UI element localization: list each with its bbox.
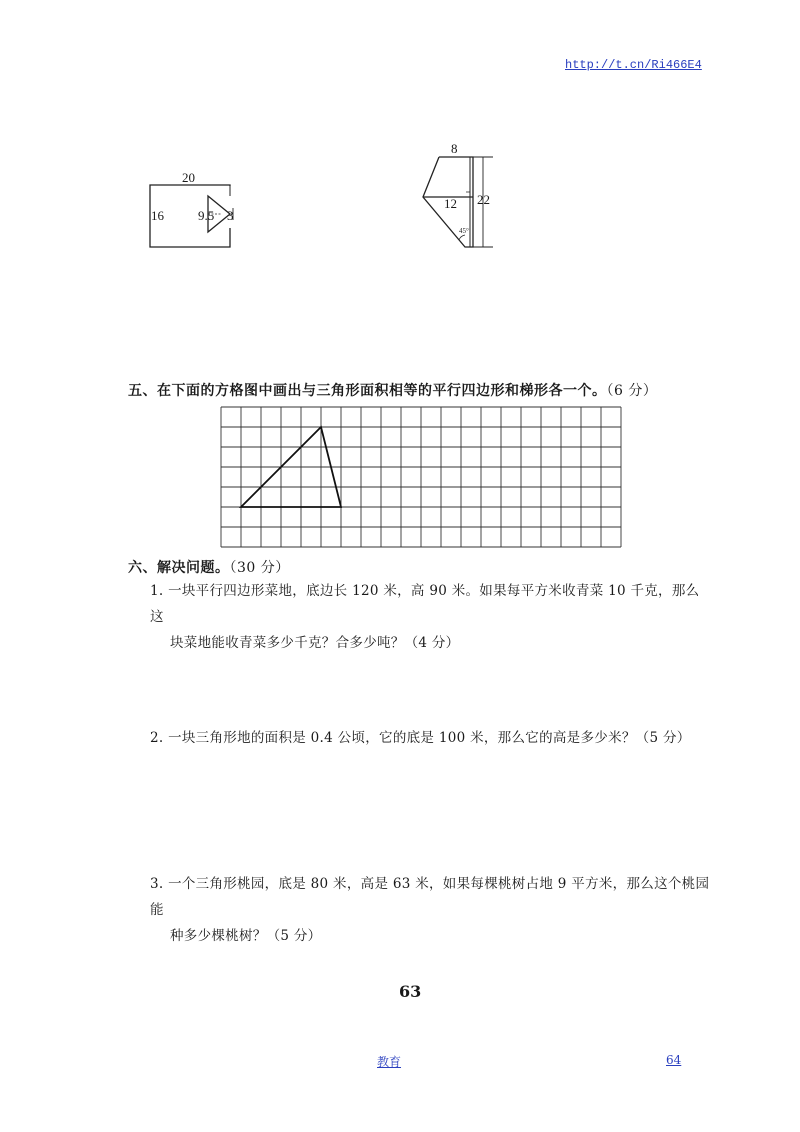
footer-left-link[interactable]: 教育	[377, 1055, 402, 1069]
problem-3-line2: 种多少棵桃树？（5 分）	[170, 928, 322, 944]
problem-3	[150, 871, 710, 949]
section5-title: 五、在下面的方格图中画出与三角形面积相等的平行四边形和梯形各一个。	[128, 383, 607, 399]
rect-triangle-figure	[140, 168, 250, 253]
problem-1-line1: 一块平行四边形菜地，底边长 120 米，高 90 米。如果每平方米收青菜 10 千克，那么这	[150, 583, 700, 625]
problem-2	[150, 725, 710, 751]
angle-arc	[459, 235, 465, 240]
section6-title: 六、解决问题。	[128, 560, 230, 576]
grid-svg	[220, 406, 622, 548]
page-number: 63	[399, 982, 422, 1001]
problem-3-num: 3.	[150, 876, 164, 892]
trap-angle-label: 45°	[459, 227, 469, 235]
trap-inner-label: 12	[444, 196, 457, 211]
problem-2-line1: 一块三角形地的面积是 0.4 公顷，它的底是 100 米，那么它的高是多少米？（5 分）	[168, 730, 691, 746]
rect-width-label: 20	[182, 170, 195, 185]
trap-top-label: 8	[451, 141, 458, 156]
section5-points: （6 分）	[606, 383, 658, 399]
problem-3-line1: 一个三角形桃园，底是 80 米，高是 63 米，如果每棵桃树占地 9 平方米，那么这个桃园能	[150, 876, 710, 918]
tri-base-label: 3	[227, 208, 234, 223]
rect-height-label: 16	[151, 208, 164, 223]
footer-right-link[interactable]: 64	[666, 1053, 682, 1067]
section5-title-row	[128, 380, 657, 400]
tri-height-label: 9.5	[198, 208, 215, 223]
problem-2-num: 2.	[150, 730, 164, 746]
trap-height-label: 22	[477, 192, 490, 207]
right-angle-mark	[466, 192, 470, 197]
problem-1	[150, 578, 710, 656]
drawing-grid[interactable]	[220, 406, 622, 548]
problem-1-line2: 块菜地能收青菜多少千克？合多少吨？（4 分）	[170, 635, 460, 651]
trapezoid-diagram	[415, 140, 505, 255]
section6-title-row	[128, 557, 290, 577]
trapezoid-figure	[415, 140, 505, 255]
section6-points: （30 分）	[229, 560, 290, 576]
problem-1-num: 1.	[150, 583, 164, 599]
header-url-link[interactable]: http://t.cn/Ri466E4	[565, 58, 702, 72]
grid-lines	[221, 407, 621, 547]
